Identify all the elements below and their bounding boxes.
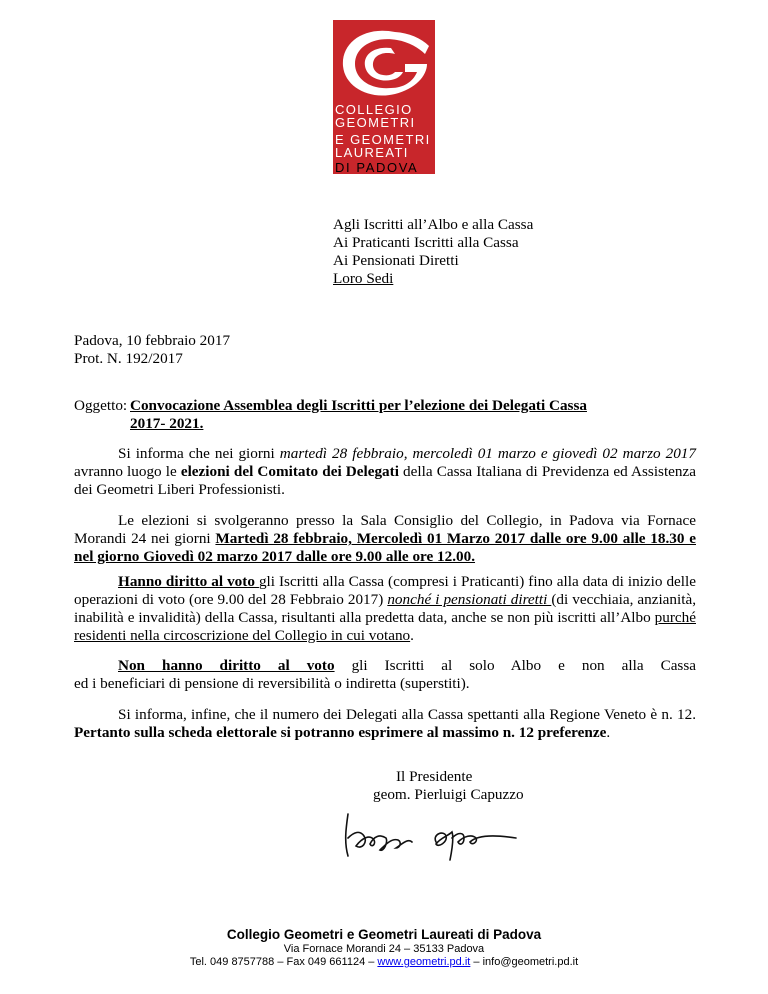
handwritten-signature bbox=[340, 808, 520, 864]
footer-website-link[interactable]: www.geometri.pd.it bbox=[377, 956, 471, 968]
paragraph-elections-location: Le elezioni si svolgeranno presso la Sala Consiglio del Collegio, in Padova via Fornace Morandi 24 nei giorni Martedì 28 febbraio, Mercoledì 01 Marzo 2017 dalle ore 9.00 alle 18.30 e nel giorno Giovedì 02 marzo 2017 dalle ore 9.00 alle ore 12.00. bbox=[74, 512, 696, 565]
logo-text-e-geometri: E GEOMETRI bbox=[335, 132, 431, 147]
logo-text-geometri: GEOMETRI bbox=[335, 115, 416, 130]
signatory-title: Il Presidente bbox=[396, 768, 473, 785]
footer-address: Via Fornace Morandi 24 – 35133 Padova bbox=[283, 943, 485, 955]
paragraph-voting-rights: Hanno diritto al voto gli Iscritti alla Cassa (compresi i Praticanti) fino alla data di inizio delle operazioni di voto (ore 9.00 del 28 Febbraio 2017) nonché i pensionati diretti (di vecchiaia, anzianità, inabilità e invalidità) della Cassa, risultanti alla predetta data, anche se non più iscritti all’Albo purché residenti nella circoscrizione del Collegio in cui votano. bbox=[74, 573, 696, 644]
recipient-line: Ai Praticanti Iscritti alla Cassa bbox=[333, 234, 519, 251]
logo-text-laureati: LAUREATI bbox=[335, 145, 409, 160]
paragraph-no-voting-rights: Non hanno diritto al voto gli Iscritti al solo Albo e non alla Cassa bbox=[118, 657, 696, 674]
paragraph-elections-dates: Si informa che nei giorni martedì 28 febbraio, mercoledì 01 marzo e giovedì 02 marzo 2017 avranno luogo le elezioni del Comitato dei Delegati della Cassa Italiana di Previdenza ed Assistenza dei Geometri Liberi Professionisti. bbox=[74, 445, 696, 498]
college-logo bbox=[333, 20, 435, 174]
recipient-line: Agli Iscritti all’Albo e alla Cassa bbox=[333, 216, 534, 233]
letter-date: Padova, 10 febbraio 2017 bbox=[74, 332, 231, 349]
paragraph-delegates-count: Si informa, infine, che il numero dei Delegati alla Cassa spettanti alla Regione Veneto è n. 12. Pertanto sulla scheda elettorale si potranno esprimere al massimo n. 12 preferenze. bbox=[74, 706, 696, 741]
logo-text-di-padova: DI PADOVA bbox=[335, 160, 419, 175]
paragraph-no-voting-rights-cont: ed i beneficiari di pensione di reversibilità o indiretta (superstiti). bbox=[74, 675, 470, 692]
subject-label: Oggetto: bbox=[74, 397, 128, 414]
footer-contacts: Tel. 049 8757788 – Fax 049 661124 – www.geometri.pd.it – info@geometri.pd.it bbox=[189, 956, 579, 968]
subject-line-2: 2017- 2021. bbox=[130, 415, 204, 432]
logo-g-mark bbox=[335, 24, 433, 102]
logo-text-collegio: COLLEGIO bbox=[335, 102, 413, 117]
subject-line-1: Convocazione Assemblea degli Iscritti per l’elezione dei Delegati Cassa bbox=[130, 397, 587, 414]
signatory-name: geom. Pierluigi Capuzzo bbox=[373, 786, 524, 803]
recipient-line: Ai Pensionati Diretti bbox=[333, 252, 459, 269]
footer-organization: Collegio Geometri e Geometri Laureati di Padova bbox=[226, 927, 542, 942]
protocol-number: Prot. N. 192/2017 bbox=[74, 350, 183, 367]
recipient-line: Loro Sedi bbox=[333, 270, 394, 287]
